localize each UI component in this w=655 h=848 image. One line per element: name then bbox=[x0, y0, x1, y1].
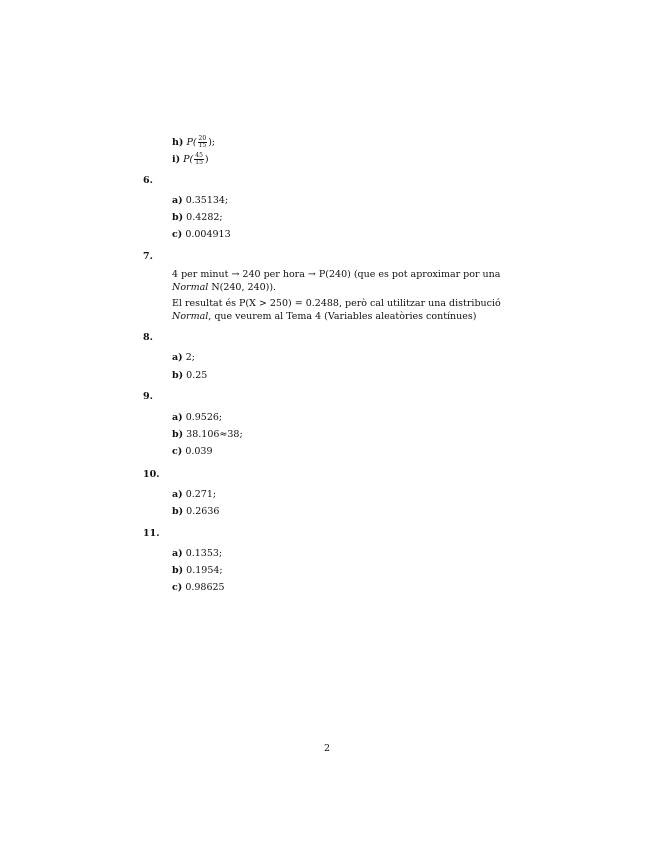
answer-i bbox=[172, 153, 209, 166]
answer-value: 0.4282; bbox=[186, 212, 223, 223]
q11-answer-a bbox=[172, 548, 222, 560]
formula-suffix: ) bbox=[204, 154, 209, 165]
page-number: 2 bbox=[324, 743, 331, 754]
paragraph-text: El resultat és P(X > 250) = 0.2488, però cal utilitzar una distribució bbox=[172, 298, 501, 309]
answer-label: a) bbox=[172, 548, 183, 559]
answer-value: 38.106≈38; bbox=[186, 429, 243, 440]
answer-label: a) bbox=[172, 352, 183, 363]
paragraph-text: N(240, 240)). bbox=[208, 282, 277, 293]
answer-label: b) bbox=[172, 565, 184, 576]
q7-paragraph-1 bbox=[172, 268, 512, 294]
q8-answer-a bbox=[172, 352, 195, 364]
q9-answer-a bbox=[172, 412, 222, 424]
answer-value: 0.2636 bbox=[186, 506, 220, 517]
formula-prefix: P( bbox=[183, 154, 194, 165]
q10-answer-b bbox=[172, 506, 219, 518]
q6-answer-a bbox=[172, 195, 228, 207]
fraction bbox=[194, 153, 204, 166]
answer-label: c) bbox=[172, 446, 183, 457]
fraction bbox=[198, 136, 208, 149]
italic-term: Normal bbox=[172, 311, 209, 322]
answer-value: 0.25 bbox=[186, 370, 208, 381]
answer-label: c) bbox=[172, 229, 183, 240]
answer-value: 0.35134; bbox=[185, 195, 229, 206]
fraction-denominator: 15 bbox=[195, 159, 203, 166]
answer-label: a) bbox=[172, 489, 183, 500]
answer-value: 0.98625 bbox=[185, 582, 225, 593]
q9-answer-b bbox=[172, 429, 243, 441]
formula-suffix: ); bbox=[208, 137, 216, 148]
answer-label: b) bbox=[172, 429, 184, 440]
paragraph-text: 4 per minut → 240 per hora → P(240) (que es pot aproximar por una bbox=[172, 269, 501, 280]
q11-answer-b bbox=[172, 565, 223, 577]
answer-label: a) bbox=[172, 412, 183, 423]
fraction-numerator: 45 bbox=[195, 152, 203, 159]
q8-answer-b bbox=[172, 370, 207, 382]
question-6-number: 6. bbox=[143, 175, 153, 186]
question-9-number: 9. bbox=[143, 391, 153, 402]
formula-prefix: P( bbox=[186, 137, 197, 148]
q6-answer-b bbox=[172, 212, 223, 224]
q11-answer-c bbox=[172, 582, 225, 594]
answer-label: c) bbox=[172, 582, 183, 593]
question-7-number: 7. bbox=[143, 251, 153, 262]
q7-paragraph-2 bbox=[172, 297, 512, 323]
fraction-denominator: 15 bbox=[198, 142, 207, 149]
italic-term: Normal bbox=[172, 282, 209, 293]
answer-value: 0.1954; bbox=[186, 565, 223, 576]
answer-value: 0.004913 bbox=[185, 229, 231, 240]
q10-answer-a bbox=[172, 489, 216, 501]
answer-h bbox=[172, 136, 215, 149]
answer-label: b) bbox=[172, 370, 184, 381]
question-8-number: 8. bbox=[143, 332, 153, 343]
question-11-number: 11. bbox=[143, 528, 160, 539]
answer-label: b) bbox=[172, 506, 184, 517]
answer-value: 0.271; bbox=[185, 489, 217, 500]
q9-answer-c bbox=[172, 446, 213, 458]
answer-value: 0.039 bbox=[185, 446, 213, 457]
fraction-numerator: 20 bbox=[198, 135, 207, 142]
answer-value: 2; bbox=[185, 352, 195, 363]
answer-value: 0.1353; bbox=[185, 548, 223, 559]
answer-value: 0.9526; bbox=[185, 412, 223, 423]
question-10-number: 10. bbox=[143, 469, 160, 480]
answer-label: h) bbox=[172, 137, 184, 148]
answer-label: i) bbox=[172, 154, 181, 165]
paragraph-text: , que veurem al Tema 4 (Variables aleatòries contínues) bbox=[208, 311, 477, 322]
answer-label: b) bbox=[172, 212, 184, 223]
q6-answer-c bbox=[172, 229, 231, 241]
answer-label: a) bbox=[172, 195, 183, 206]
